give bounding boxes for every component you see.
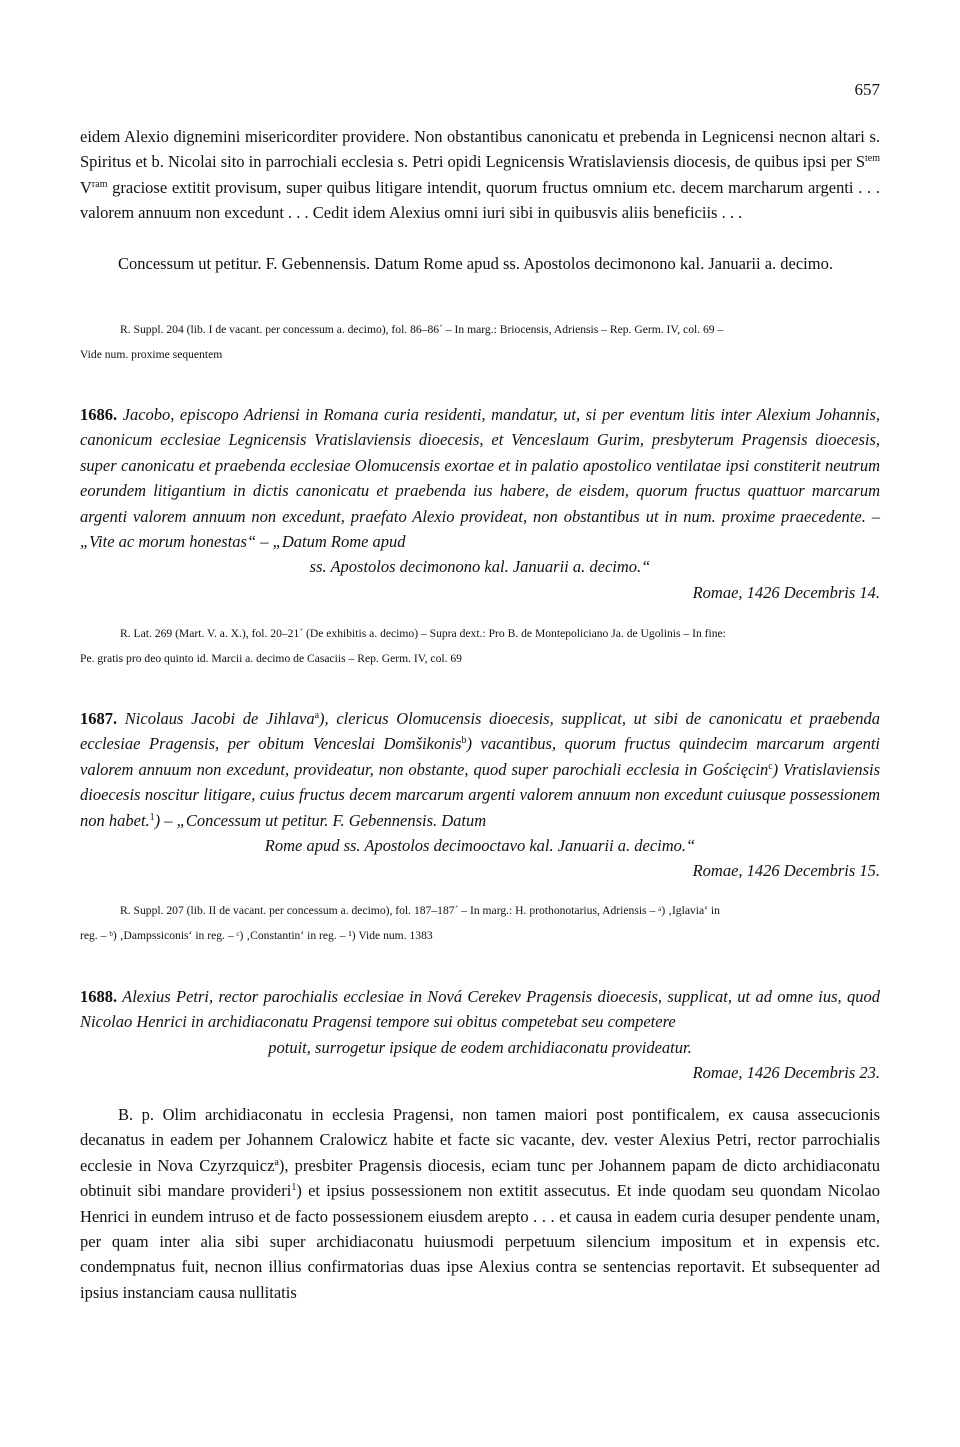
- entry-1686-note: [80, 621, 880, 671]
- entry-1687-summary-a: Nicolaus Jacobi de Jihlava: [124, 709, 315, 728]
- entry-1687-note-line-1: R. Suppl. 207 (lib. II de vacant. per concessum a. decimo), fol. 187–187´ – In marg.: H. prothonotarius, Adriensis – ᵃ) ‚Iglavia‘ in: [120, 904, 720, 917]
- entry-1688-summary: [80, 984, 880, 1035]
- entry-1687-sup-b: b: [461, 735, 467, 747]
- entry-1688-summary-text: Alexius Petri, rector parochialis ecclesiae in Nová Cerekev Pragensis dioecesis, supplicat, ut ad omne ius, quod Nicolao Henrici in archidiaconatu Pragensi tempore sui obitus competebat seu competere: [80, 987, 880, 1032]
- entry-1687-date: Romae, 1426 Decembris 15.: [692, 861, 880, 881]
- entry-1688-date: Romae, 1426 Decembris 23.: [692, 1063, 880, 1083]
- entry-1687-summary-e: ) – „Concessum ut petitur. F. Gebennensis. Datum: [154, 810, 487, 830]
- entry-1686-note-line-2: Pe. gratis pro deo quinto id. Marcii a. decimo de Casaciis – Rep. Germ. IV, col. 69: [80, 652, 462, 665]
- page-number: 657: [854, 80, 880, 99]
- continuation-sup-1: tem: [865, 153, 880, 165]
- body-sup-b: 1: [291, 1182, 297, 1194]
- entry-1686-number: 1686.: [80, 405, 118, 424]
- continuation-text-c: graciose extitit provisum, super quibus litigare intendit, quorum fructus omnium etc. decem marcharum argenti . . . valorem annuum non excedunt . . . Cedit idem Alexius omni iuri sibi in quibusvis aliis beneficiis . . .: [80, 177, 880, 223]
- entry-1687-summary-c: ) vacantibus, quorum fructus quindecim marcarum argenti valorem annuum non excedunt, provideatur, non obstante, quod super parochiali ecclesia in Gościęcin: [80, 734, 880, 779]
- entry-1688-number: 1688.: [80, 987, 118, 1006]
- entry-1686-date: Romae, 1426 Decembris 14.: [692, 582, 880, 602]
- continuation-note-line-2: Vide num. proxime sequentem: [80, 348, 223, 361]
- continuation-note: [80, 317, 880, 367]
- entry-1686-summary: [80, 402, 880, 554]
- entry-1688: [80, 984, 880, 1086]
- entry-1687-sup-d: 1: [149, 811, 155, 823]
- entry-1687-summary-b: ), clericus Olomucensis dioecesis, supplicat, ut sibi de canonicatu et praebenda ecclesiae Pragensis, per obitum Venceslai Domšikonis: [80, 709, 881, 754]
- entry-1686-summary-text: Jacobo, episcopo Adriensi in Romana curia residenti, mandatur, ut, si per eventum litis inter Alexium Johannis, canonicum ecclesiae Legnicensis Vratislaviensis dioecesis, et Venceslaum Gurim, presbyterum Pragensis dioecesis, super canonicatu et praebenda ecclesiae Olomucensis exortae et in palatio apostolico ventilatae ipsi constiterit neutrum eorundem litigantium in dictis canonicatu et praebenda ius habere, de eisdem, quorum fructus quattuor marcarum argenti valorem annuum non excedunt, praefato Alexio provideat, non obstantibus ut in num. proxime praecedente. – „Vite ac morum honestas“ – „Datum Rome apud: [80, 405, 880, 552]
- continuation-text-b: V: [80, 177, 92, 197]
- continuation-text-a: eidem Alexio dignemini misericorditer providere. Non obstantibus canonicatu et prebenda in Legnicensi necnon altari s. Spiritus et b. Nicolai sito in parrochiali ecclesia s. Petri opidi Legnicensis Wratislaviensis diocesis, de quibus ipsi per S: [80, 127, 880, 172]
- continuation-concessum: Concessum ut petitur. F. Gebennensis. Datum Rome apud ss. Apostolos decimonono kal. Januarii a. decimo.: [118, 254, 833, 273]
- entry-1686-centered: ss. Apostolos decimonono kal. Januarii a. decimo.“: [309, 557, 651, 577]
- body-sup-a: a: [274, 1156, 279, 1168]
- entry-1686-note-line-1: R. Lat. 269 (Mart. V. a. X.), fol. 20–21´ (De exhibitis a. decimo) – Supra dext.: Pro B. de Montepoliciano Ja. de Ugolinis – In fine:: [120, 627, 726, 640]
- entry-1686: [80, 402, 880, 605]
- continuation-note-line-1: R. Suppl. 204 (lib. I de vacant. per concessum a. decimo), fol. 86–86´ – In marg.: Briocensis, Adriensis – Rep. Germ. IV, col. 69 –: [120, 323, 724, 336]
- entry-1687-summary: [80, 706, 880, 833]
- body-text-c: ) et ipsius possessionem non extitit assecutus. Et inde quodam seu quondam Nicolao Henrici in eundem intruso et de facto possessionem eiusdem arepto . . . et causa in eadem curia desuper pendente unam, per quam inter alia sibi super archidiaconatu huiusmodi perpetuum silencium impositum et in expensis etc. condempnatus fuit, necnon illius confirmatorias duas ipse Alexius contra se sentencias reportavit. Et subsequenter ad ipsius instanciam causa nullitatis: [80, 1181, 880, 1302]
- continuation-paragraph: [80, 124, 880, 226]
- continuation-sup-2: ram: [91, 178, 108, 190]
- body-text-a: B. p. Olim archidiaconatu in ecclesia Pragensi, non tamen maiori post pontificalem, ex causa assecucionis decanatus in eadem per Johannem Cralowicz habite et facte sic vacante, dev. vester Alexius Petri, rector parrochialis ecclesie in Nova Czyrzquicz: [80, 1105, 880, 1175]
- entry-1687-note: [80, 898, 880, 948]
- entry-1687-sup-c: c: [768, 760, 773, 772]
- body-paragraph: [80, 1102, 880, 1305]
- entry-1687-centered: Rome apud ss. Apostolos decimooctavo kal. Januarii a. decimo.“: [264, 836, 696, 856]
- body-text-b: ), presbiter Pragensis diocesis, eciam tunc per Johannem papam de dicto archidiaconatu obtinuit sibi mandare provideri: [80, 1155, 880, 1201]
- page: [80, 0, 880, 1447]
- entry-1687-note-line-2: reg. – ᵇ) ‚Dampssiconis‘ in reg. – ᶜ) ‚Constantin‘ in reg. – ¹) Vide num. 1383: [80, 929, 433, 942]
- entry-1687-sup-a: a: [314, 710, 320, 721]
- entry-1687: [80, 706, 880, 884]
- entry-1688-centered: potuit, surrogetur ipsique de eodem archidiaconatu provideatur.: [268, 1037, 692, 1057]
- entry-1687-number: 1687.: [80, 709, 118, 728]
- entry-1687-summary-d: ) Vratislaviensis dioecesis noscitur litigare, cuius fructus decem marcarum argenti valorem annuum non excedunt cuiusque possessionem non habet.: [80, 759, 881, 830]
